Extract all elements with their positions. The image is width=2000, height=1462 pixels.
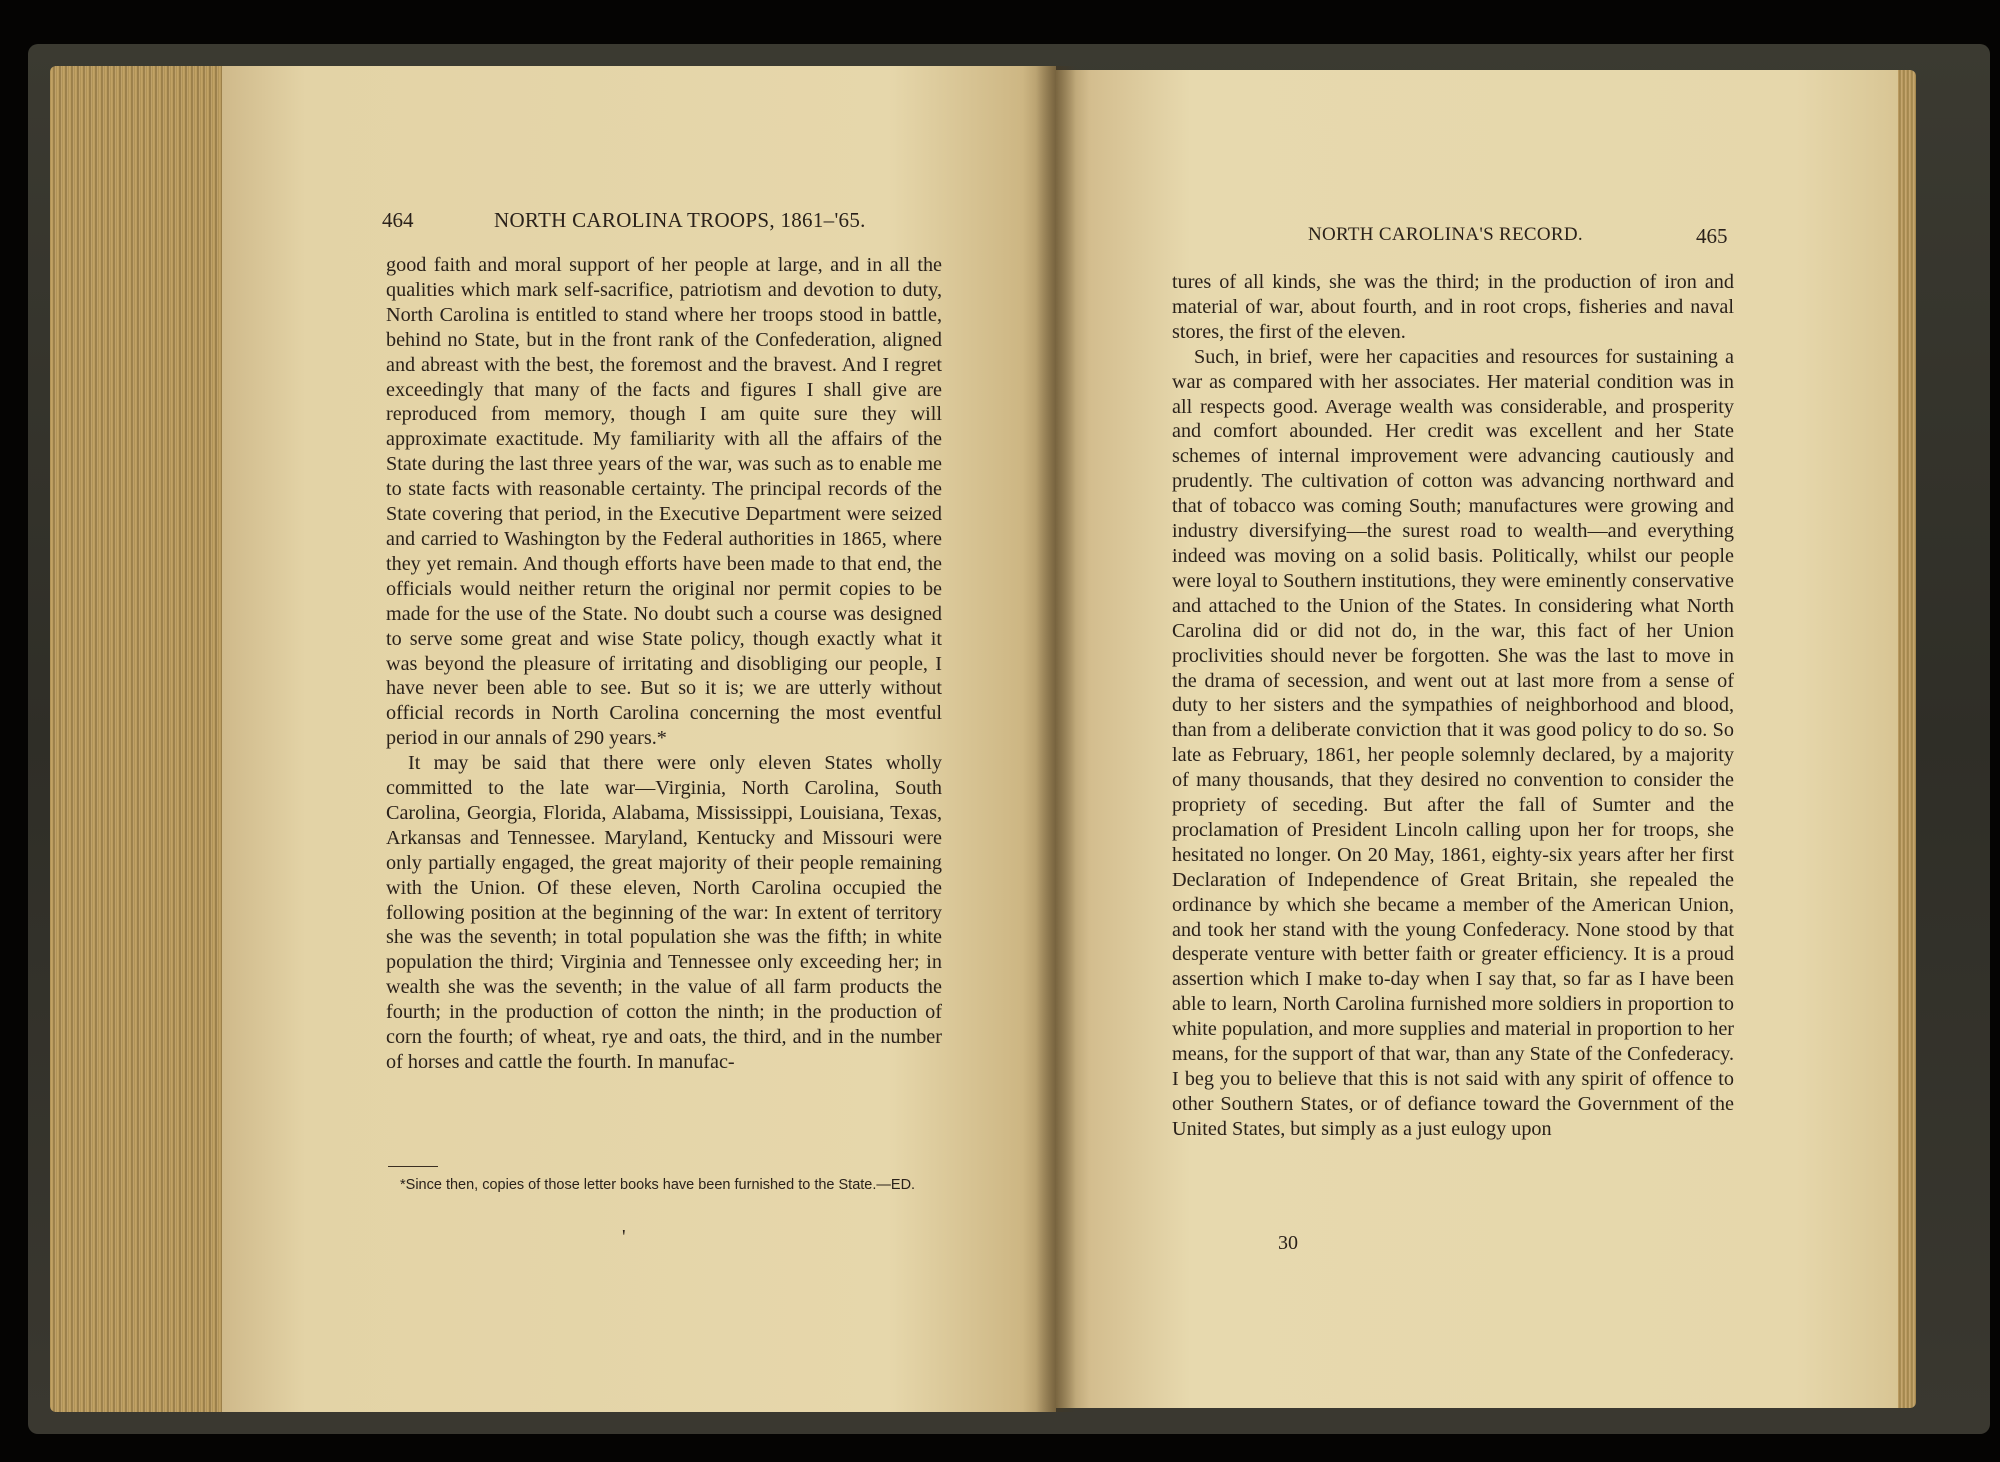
paragraph: Such, in brief, were her capacities and resources for sustaining a war as compared with her associates. Her material condition was in all respects good. Average wealth was considerable, and prosperity and comfort abounded. Her credit was excellent and her State schemes of internal improvement were advancing cautiously and prudently. The cultivation of cotton was advancing northward and that of tobacco was coming South; manufactures were growing and industry diversifying—the surest road to wealth—and everything indeed was moving on a solid basis. Politically, whilst our people were loyal to Southern institutions, they were eminently conservative and attached to the Union of the States. In considering what North Carolina did or did not do, in the war, this fact of her Union proclivities should never be forgotten. She was the last to move in the drama of secession, and went out at last more from a sense of duty to her sisters and the sympathies of neighborhood and blood, than from a deliberate conviction that it was good policy to do so. So late as February, 1861, her people solemnly declared, by a majority of many thousands, that they desired no convention to consider the propriety of seceding. But after the fall of Sumter and the proclamation of President Lincoln calling upon her for troops, she hesitated no longer. On 20 May, 1861, eighty-six years after her first Declaration of Independence of Great Britain, she repealed the ordinance by which she became a member of the American Union, and took her stand with the young Confederacy. None stood by that desperate venture with better faith or greater efficiency. It is a proud assertion which I make to-day when I say that, so far as I have been able to learn, North Carolina furnished more soldiers in proportion to white population, and more supplies and material in proportion to her means, for the support of that war, than any State of the Confederacy. I beg you to believe that this is not said with any spirit of offence to other Southern States, or of defiance toward the Government of the United States, but simply as a just eulogy upon [1172, 345, 1734, 1140]
running-head: NORTH CAROLINA TROOPS, 1861–'65. [494, 208, 866, 232]
signature-mark: 30 [1278, 1232, 1298, 1254]
paragraph: It may be said that there were only eleven States wholly committed to the late war—Virginia, North Carolina, South Carolina, Georgia, Florida, Alabama, Mississippi, Louisiana, Texas, Arkansas and Tennessee. Maryland, Kentucky and Missouri were only partially engaged, the great majority of their people remaining with the Union. Of these eleven, North Carolina occupied the following position at the beginning of the war: In extent of territory she was the seventh; in total population she was the fifth; in white population the third; Virginia and Tennessee only exceeding her; in wealth she was the seventh; in the value of all farm products the fourth; in the production of cotton the ninth; in the production of corn the fourth; of wheat, rye and oats, the third, and in the number of horses and cattle the fourth. In manufac- [386, 752, 942, 1073]
footnote: *Since then, copies of those letter books have been furnished to the State.—ED. [400, 1177, 916, 1193]
running-head: NORTH CAROLINA'S RECORD. [1308, 224, 1583, 245]
book-gutter [1036, 66, 1076, 1412]
paragraph: good faith and moral support of her people at large, and in all the qualities which mark self-sacrifice, patriotism and devotion to duty, North Carolina is entitled to stand where her troops stood in battle, behind no State, but in the front rank of the Confederation, aligned and abreast with the best, the foremost and the bravest. And I regret exceedingly that many of the facts and figures I shall give are reproduced from memory, though I am quite sure they will approximate exactitude. My familiarity with all the affairs of the State during the last three years of the war, was such as to enable me to state facts with reasonable certainty. The principal records of the State covering that period, in the Executive Department were seized and carried to Washington by the Federal authorities in 1865, where they yet remain. And though efforts have been made to that end, the officials would neither return the original nor permit copies to be made for the use of the State. No doubt such a course was designed to serve some great and wise State policy, though exactly what it was beyond the pleasure of irritating and disobliging our people, I have never been able to see. But so it is; we are utterly without official records in North Carolina concerning the most eventful period in our annals of 290 years.* [386, 254, 942, 750]
right-page [1056, 70, 1898, 1408]
body-text [386, 253, 942, 1075]
signature-mark: ' [622, 1226, 626, 1248]
page-number: 465 [1696, 224, 1728, 248]
paragraph: tures of all kinds, she was the third; in the production of iron and material of war, about fourth, and in root crops, fisheries and naval stores, the first of the eleven. [1172, 271, 1734, 343]
footnote-rule [388, 1166, 438, 1167]
left-page [222, 66, 1056, 1412]
body-text [1172, 270, 1734, 1142]
page-number: 464 [382, 208, 414, 232]
left-page-edges [50, 66, 232, 1412]
